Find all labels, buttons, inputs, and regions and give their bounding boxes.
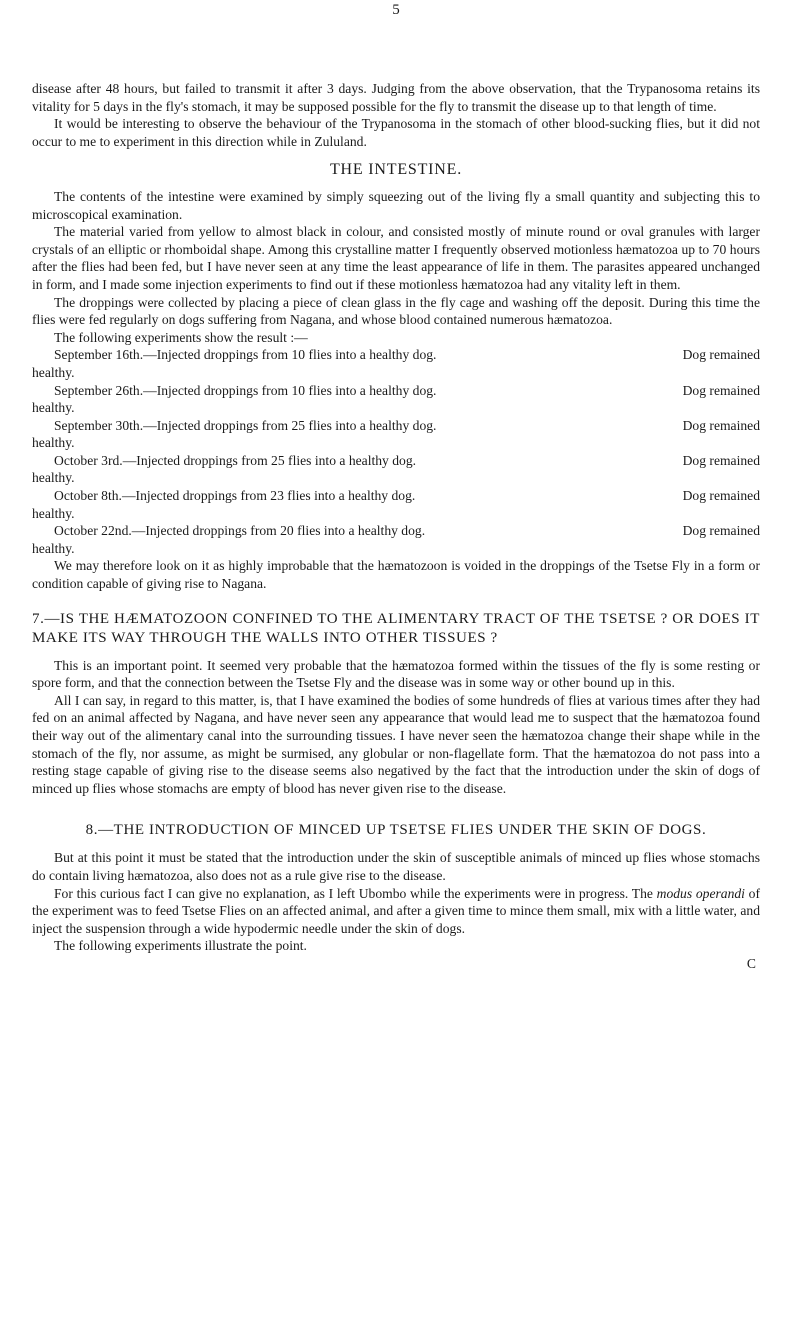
experiment-tail: healthy. (32, 364, 75, 380)
intestine-paragraph: The following experiments show the result :— (54, 329, 308, 345)
section-7-paragraph: This is an important point. It seemed very probable that the hæmatozoa formed within the tissues of the fly is some resting or spore form, and that the connection between the Tsetse Fly and the disease was in some way or other bound up in this. (32, 657, 760, 691)
experiment-tail: healthy. (32, 505, 75, 521)
experiment-entry (32, 487, 760, 522)
page-number: 5 (392, 2, 400, 18)
experiment-text: October 22nd.—Injected droppings from 20 flies into a healthy dog. (54, 523, 426, 539)
document-body (32, 80, 760, 973)
experiment-result: Dog remained (682, 347, 760, 363)
paragraph-text: For this curious fact I can give no explanation, as I left Ubombo while the experiments were in progress. The (54, 885, 657, 901)
intestine-heading: THE INTESTINE. (329, 161, 463, 179)
section-8-paragraph: But at this point it must be stated that the introduction under the skin of susceptible animals of minced up flies whose stomachs do contain living hæmatozoa, also does not as a rule give rise to the disease. (32, 850, 760, 883)
experiment-text: September 16th.—Injected droppings from 10 flies into a healthy dog. (54, 347, 437, 363)
experiment-text: October 3rd.—Injected droppings from 25 flies into a healthy dog. (54, 452, 417, 468)
experiment-result: Dog remained (682, 452, 760, 468)
experiment-tail: healthy. (32, 435, 75, 451)
section-8-heading: 8.—THE INTRODUCTION OF MINCED UP TSETSE FLIES UNDER THE SKIN OF DOGS. (85, 822, 707, 839)
experiment-tail: healthy. (32, 400, 75, 416)
experiment-text: September 26th.—Injected droppings from 10 flies into a healthy dog. (54, 382, 437, 398)
section-7-paragraph: All I can say, in regard to this matter, is, that I have examined the bodies of some hundreds of flies at various times after they had fed on an animal affected by Nagana, and have never seen any appearance that would lead me to suspect that the hæmatozoa found their way out of the alimentary canal into the surrounding tissues. I have never seen the hæmatozoa change their shape while in the stomach of the fly, nor assume, as might be surmised, any globular or non-flagellate form. That the hæmatozoa do not pass into a resting stage capable of giving rise to the disease seems also negatived by the fact that the introduction under the skin of dogs of minced up flies whose stomachs are empty of blood has never given rise to the disease. (32, 692, 760, 796)
experiment-text: September 30th.—Injected droppings from 25 flies into a healthy dog. (54, 417, 437, 433)
intestine-paragraph: The contents of the intestine were examined by simply squeezing out of the living fly a small quantity and subjecting this to microscopical examination. (32, 188, 760, 222)
intro-paragraph: It would be interesting to observe the behaviour of the Trypanosoma in the stomach of other blood-sucking flies, but it did not occur to me to experiment in this direction while in Zululand. (32, 116, 760, 149)
experiment-entry (32, 382, 760, 417)
paragraph-text: of the experiment was to feed Tsetse Flies on an affected animal, and after a given time to mince them small, mix with a little water, and inject the suspension through a wide hypodermic needle under the skin of dogs. (32, 885, 760, 936)
section-8-paragraph: The following experiments illustrate the point. (54, 938, 307, 954)
intestine-conclusion: We may therefore look on it as highly improbable that the hæmatozoon is voided in the droppings of the Tsetse Fly in a form or condition capable of giving rise to Nagana. (32, 558, 760, 592)
experiment-result: Dog remained (682, 488, 760, 504)
experiment-entry (32, 522, 760, 557)
experiment-entry (32, 417, 760, 452)
experiment-tail: healthy. (32, 470, 75, 486)
section-8-paragraph (32, 885, 760, 938)
experiment-text: October 8th.—Injected droppings from 23 flies into a healthy dog. (54, 488, 416, 504)
experiment-result: Dog remained (682, 523, 760, 539)
experiment-result: Dog remained (682, 382, 760, 398)
experiment-result: Dog remained (682, 417, 760, 433)
intestine-paragraph: The material varied from yellow to almost black in colour, and consisted mostly of minute round or oval granules with larger crystals of an elliptic or rhomboidal shape. Among this crystalline matter I frequently observed motionless hæmatozoa up to 70 hours after the flies had been fed, but I have never seen at any time the least appearance of life in them. The parasites appeared unchanged in form, and I made some injection experiments to find out if these motionless hæmatozoa had any vitality left in them. (32, 224, 760, 292)
latin-phrase: modus operandi (656, 885, 745, 901)
intestine-paragraph: The droppings were collected by placing a piece of clean glass in the fly cage and washing off the deposit. During this time the flies were fed regularly on dogs suffering from Nagana, and whose blood contained numerous hæmatozoa. (32, 294, 760, 328)
intro-paragraph: disease after 48 hours, but failed to transmit it after 3 days. Judging from the above observation, that the Trypanosoma retains its vitality for 5 days in the fly's stomach, it may be supposed possible for the fly to transmit the disease up to that length of time. (32, 81, 760, 114)
section-7-heading: 7.—IS THE HÆMATOZOON CONFINED TO THE ALIMENTARY TRACT OF THE TSETSE ? OR DOES IT MAKE ITS WAY THROUGH THE WALLS INTO OTHER TISSUES ? (32, 610, 760, 646)
experiment-tail: healthy. (32, 540, 75, 556)
experiment-entry (32, 346, 760, 381)
signature-mark: C (746, 955, 756, 971)
experiment-entry (32, 452, 760, 487)
